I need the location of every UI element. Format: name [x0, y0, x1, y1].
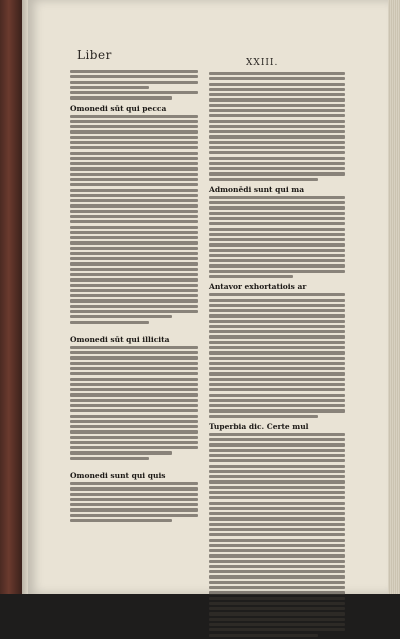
text-column-right	[209, 72, 345, 639]
book-spine	[0, 0, 22, 594]
section-heading: Omonedi sunt qui quis	[70, 471, 166, 481]
running-head-right: XXIII.	[246, 58, 279, 68]
section-heading: Admonēdi sunt qui ma	[209, 184, 305, 194]
section-heading: Omonedi sūt qui pecca	[70, 103, 167, 113]
section-heading: Antavor exhortatiois ar	[209, 282, 307, 292]
running-head-left: Liber	[77, 48, 112, 62]
page-fore-edge	[388, 0, 400, 594]
text-column-left	[70, 70, 198, 524]
section-heading: Tuperbia dic. Certe mul	[209, 421, 309, 431]
section-heading: Omonedi sūt qui illicita	[70, 334, 170, 344]
